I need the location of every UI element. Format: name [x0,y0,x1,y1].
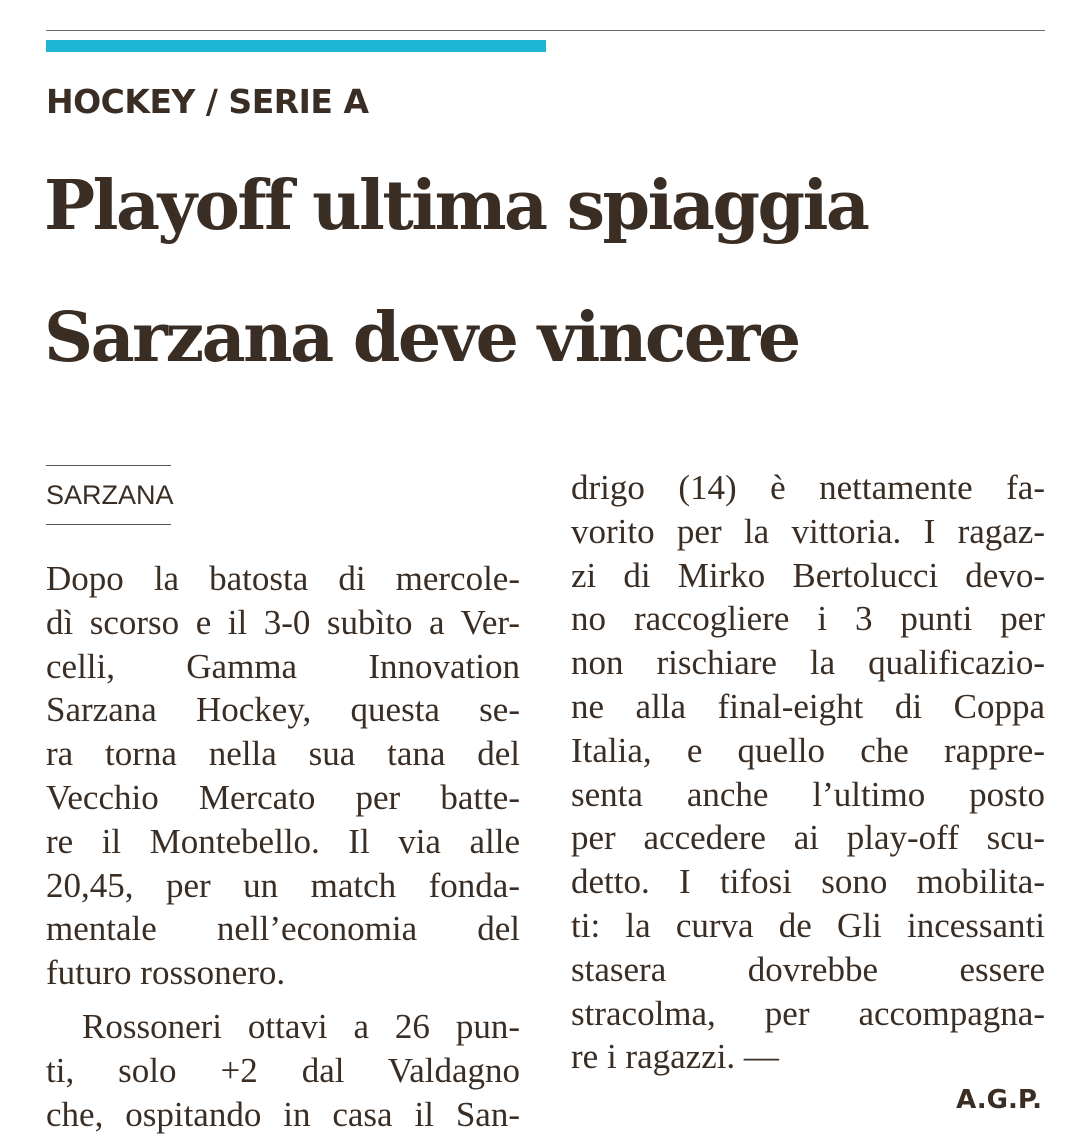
body-line: celli, Gamma Innovation [46,646,520,686]
body-line: ti: la curva de Gli incessanti [571,905,1045,945]
article-column-left [46,557,520,1136]
body-line: non rischiare la qualificazio- [571,643,1045,683]
body-line: futuro rossonero. [46,953,286,993]
body-line: ne alla final-eight di Coppa [571,686,1045,726]
dateline-rule-bottom [46,524,171,525]
body-line: 20,45, per un match fonda- [46,865,520,905]
body-line: ra torna nella sua tana del [46,734,520,774]
body-line: Rossoneri ottavi a 26 pun- [82,1006,520,1046]
body-line: vorito per la vittoria. I ragaz- [571,511,1045,551]
headline [44,140,1054,404]
section-accent-bar [46,40,546,52]
body-line: zi di Mirko Bertolucci devo- [571,555,1045,595]
body-line: Italia, e quello che rappre- [571,730,1045,770]
section-kicker: HOCKEY / SERIE A [46,82,369,121]
dateline: SARZANA [46,480,174,510]
body-line: Sarzana Hockey, questa se- [46,690,520,730]
body-line: per accedere ai play-off scu- [571,818,1045,858]
body-line: stasera dovrebbe essere [571,949,1045,989]
headline-line-2: Sarzana deve vincere [44,298,799,378]
author-signature: A.G.P. [956,1085,1042,1115]
body-line: Dopo la batosta di mercole- [46,559,520,598]
body-line: che, ospitando in casa il San- [46,1094,520,1134]
body-line: detto. I tifosi sono mobilita- [571,862,1045,902]
top-rule [46,30,1045,31]
body-line: ti, solo +2 dal Valdagno [46,1050,520,1090]
body-line: stracolma, per accompagna- [571,993,1045,1033]
body-line: no raccogliere i 3 punti per [571,599,1045,639]
paragraph-gap [46,995,520,1005]
body-line: re il Montebello. Il via alle [46,821,520,861]
body-line: Vecchio Mercato per batte- [46,777,520,817]
body-line: senta anche l’ultimo posto [571,774,1045,814]
body-line: re i ragazzi. — [571,1037,779,1077]
article-column-right [571,466,1045,1079]
dateline-block [46,465,174,525]
body-line: mentale nell’economia del [46,909,520,949]
headline-line-1: Playoff ultima spiaggia [44,166,868,246]
body-line: dì scorso e il 3-0 subìto a Ver- [46,602,520,642]
body-line: drigo (14) è nettamente fa- [571,468,1045,507]
